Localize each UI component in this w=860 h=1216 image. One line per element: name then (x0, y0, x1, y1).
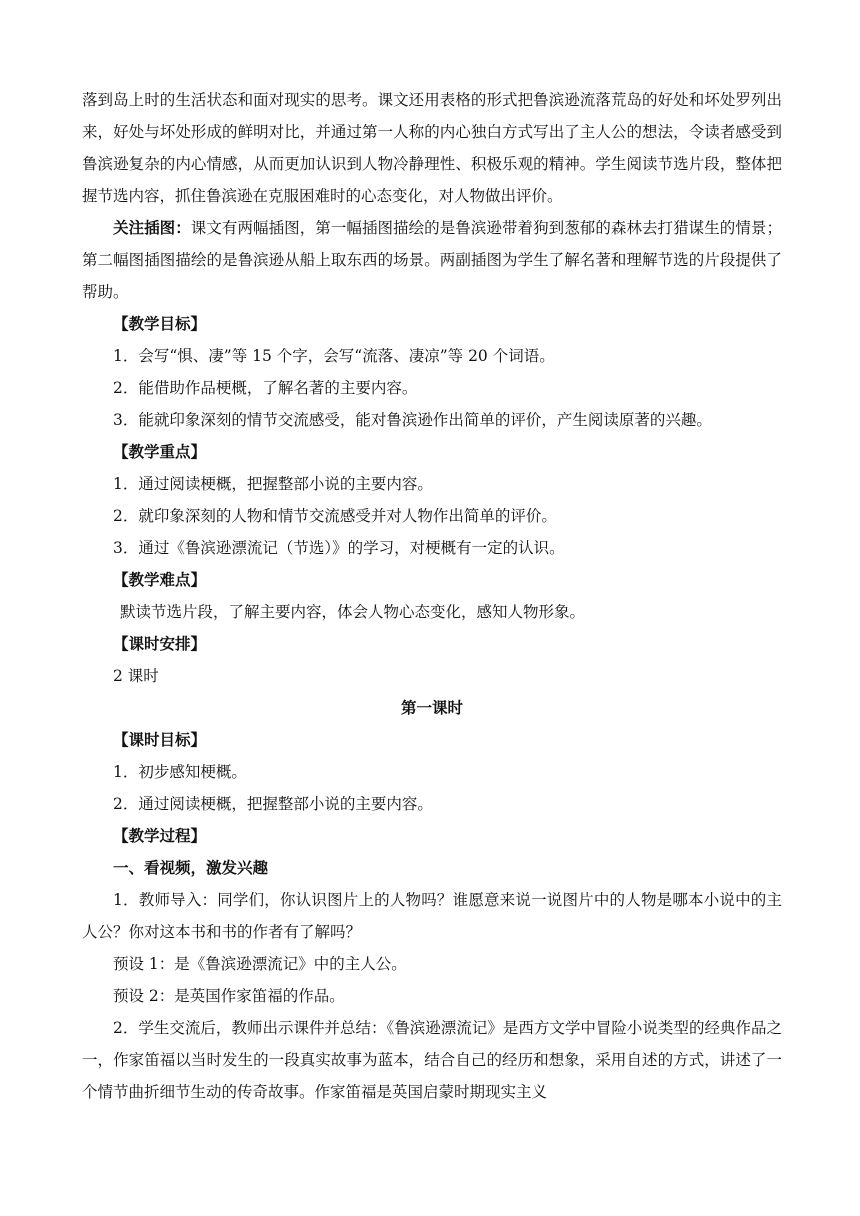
key-point-item: 1．通过阅读梗概，把握整部小说的主要内容。 (113, 475, 433, 493)
preset-answer-1: 预设 1：是《鲁滨逊漂流记》中的主人公。 (113, 955, 407, 973)
teaching-process-heading: 【教学过程】 (113, 826, 207, 845)
document-body (82, 84, 782, 1108)
lesson-title: 第一课时 (400, 698, 463, 717)
key-points-heading: 【教学重点】 (113, 442, 207, 461)
section-heading: 一、看视频，激发兴趣 (113, 858, 269, 877)
lesson-goal-item: 1．初步感知梗概。 (113, 763, 247, 781)
intro-paragraph: 落到岛上时的生活状态和面对现实的思考。课文还用表格的形式把鲁滨逊流落荒岛的好处和坏处罗列出来，好处与坏处形成的鲜明对比，并通过第一人称的内心独白方式写出了主人公的想法，令读者感受到鲁滨逊复杂的内心情感，从而更加认识到人物冷静理性、积极乐观的精神。学生阅读节选片段，整体把握节选内容，抓住鲁滨逊在克服困难时的心态变化，对人物做出评价。 (82, 91, 782, 205)
teaching-goal-item: 1．会写“惧、凄”等 15 个字，会写“流落、凄凉”等 20 个词语。 (113, 347, 555, 365)
teaching-goal-item: 3．能就印象深刻的情节交流感受，能对鲁滨逊作出简单的评价，产生阅读原著的兴趣。 (113, 411, 712, 429)
process-step-1: 1．教师导入：同学们，你认识图片上的人物吗？谁愿意来说一说图片中的人物是哪本小说中的主人公？你对这本书和书的作者有了解吗？ (82, 891, 782, 941)
key-point-item: 2．就印象深刻的人物和情节交流感受并对人物作出简单的评价。 (113, 507, 557, 525)
illustration-paragraph (82, 212, 782, 308)
process-step-2: 2．学生交流后，教师出示课件并总结：《鲁滨逊漂流记》是西方文学中冒险小说类型的经典作品之一，作家笛福以当时发生的一段真实故事为蓝本，结合自己的经历和想象，采用自述的方式，讲述了一个情节曲折细节生动的传奇故事。作家笛福是英国启蒙时期现实主义 (82, 1019, 782, 1101)
illustration-text: 课文有两幅插图，第一幅插图描绘的是鲁滨逊带着狗到葱郁的森林去打猎谋生的情景；第二幅图插图描绘的是鲁滨逊从船上取东西的场景。两副插图为学生了解名著和理解节选的片段提供了帮助。 (82, 219, 782, 301)
teaching-goal-item: 2．能借助作品梗概，了解名著的主要内容。 (113, 379, 418, 397)
key-point-item: 3．通过《鲁滨逊漂流记（节选）》的学习，对梗概有一定的认识。 (113, 539, 565, 557)
schedule-text: 2 课时 (113, 667, 159, 685)
difficulty-heading: 【教学难点】 (113, 570, 207, 589)
difficulty-text: 默读节选片段，了解主要内容，体会人物心态变化，感知人物形象。 (120, 603, 586, 621)
illustration-label: 关注插图： (113, 218, 191, 237)
lesson-goal-item: 2．通过阅读梗概，把握整部小说的主要内容。 (113, 795, 433, 813)
preset-answer-2: 预设 2：是英国作家笛福的作品。 (113, 987, 345, 1005)
lesson-goals-heading: 【课时目标】 (113, 730, 207, 749)
schedule-heading: 【课时安排】 (113, 634, 207, 653)
teaching-goals-heading: 【教学目标】 (113, 314, 207, 333)
